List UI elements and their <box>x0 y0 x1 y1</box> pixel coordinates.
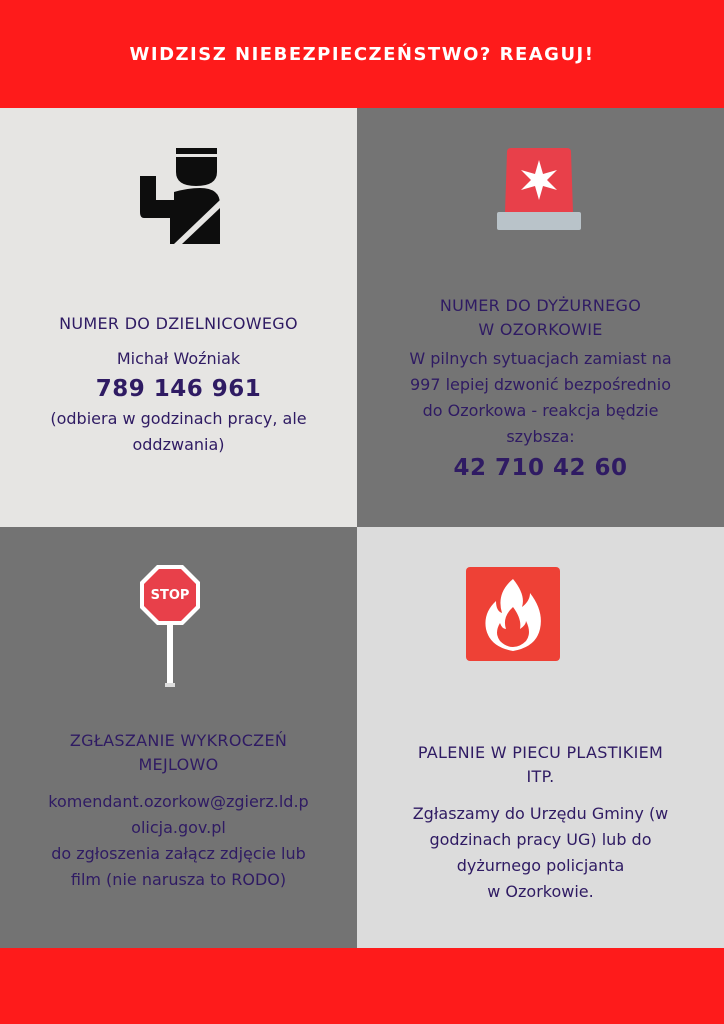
card-title: ZGŁASZANIE WYKROCZEŃ <box>69 731 288 750</box>
siren-icon <box>497 148 581 232</box>
card-title: MEJLOWO <box>138 755 219 774</box>
description-text: W pilnych sytuacjach zamiast na <box>409 349 672 368</box>
phone-number[interactable]: 42 710 42 60 <box>453 455 628 481</box>
description-text: do Ozorkowa - reakcja będzie <box>422 401 659 420</box>
card-dzielnicowy <box>0 108 357 527</box>
card-title: NUMER DO DZIELNICOWEGO <box>59 314 298 333</box>
note-text: (odbiera w godzinach pracy, ale <box>50 409 307 428</box>
description-text: 997 lepiej dzwonić bezpośrednio <box>409 375 672 394</box>
description-text: film (nie narusza to RODO) <box>70 870 287 889</box>
card-palenie <box>357 527 724 948</box>
fire-icon <box>466 567 560 661</box>
page-title: WIDZISZ NIEBEZPIECZEŃSTWO? REAGUJ! <box>129 43 595 65</box>
description-text: szybsza: <box>506 427 575 446</box>
officer-name: Michał Woźniak <box>116 349 241 368</box>
police-officer-icon <box>140 148 224 246</box>
description-text: do zgłoszenia załącz zdjęcie lub <box>51 844 306 863</box>
card-wykroczenia <box>0 527 357 948</box>
stop-sign-text: STOP <box>150 588 190 603</box>
footer-banner <box>0 948 724 1024</box>
card-title: W OZORKOWIE <box>478 320 603 339</box>
card-title: ITP. <box>526 767 555 786</box>
card-dyzurny <box>357 108 724 527</box>
email-link[interactable]: olicja.gov.pl <box>131 818 226 837</box>
email-link[interactable]: komendant.ozorkow@zgierz.ld.p <box>48 792 309 811</box>
description-text: dyżurnego policjanta <box>456 856 625 875</box>
stop-sign-icon <box>140 565 200 689</box>
card-title: NUMER DO DYŻURNEGO <box>439 296 642 315</box>
description-text: godzinach pracy UG) lub do <box>429 830 652 849</box>
card-title: PALENIE W PIECU PLASTIKIEM <box>417 743 664 762</box>
header-banner <box>0 0 724 108</box>
description-text: Zgłaszamy do Urzędu Gminy (w <box>412 804 669 823</box>
phone-number[interactable]: 789 146 961 <box>95 376 262 402</box>
description-text: w Ozorkowie. <box>487 882 594 901</box>
note-text: oddzwania) <box>132 435 225 454</box>
